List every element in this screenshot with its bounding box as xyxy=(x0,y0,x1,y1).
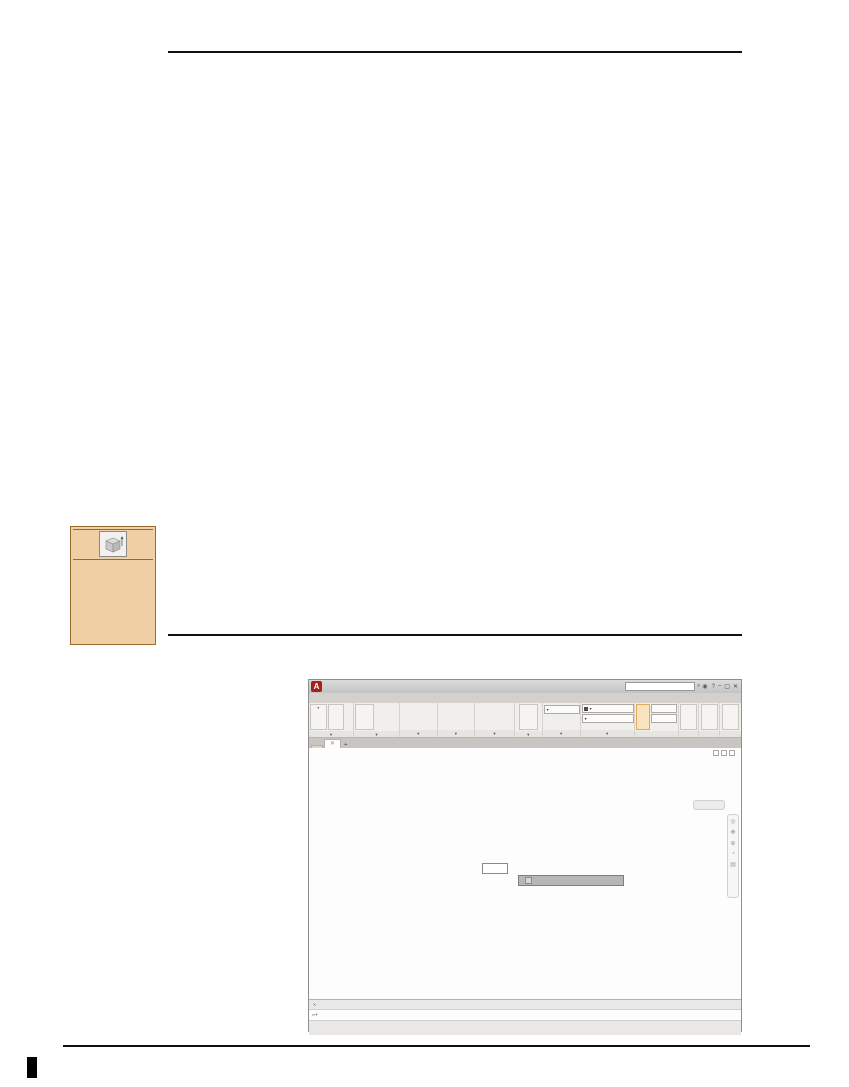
extrude-icon xyxy=(99,531,127,557)
help-icon[interactable]: ? xyxy=(711,683,715,690)
close-tab-icon[interactable]: ✕ xyxy=(330,741,335,747)
file-tab-bar xyxy=(309,738,741,748)
sidebar-vertical-label xyxy=(44,528,58,614)
new-tab-button[interactable]: + xyxy=(344,742,348,748)
navigation-bar[interactable] xyxy=(727,814,739,898)
box-button[interactable]: ▾ xyxy=(310,704,327,730)
tooltip-more-icon[interactable] xyxy=(525,877,532,884)
search-input[interactable] xyxy=(625,682,695,691)
panel-modeling xyxy=(309,703,354,737)
panel-label-solid-editing[interactable]: ▾ xyxy=(400,730,437,737)
panel-groups xyxy=(699,703,720,737)
autocad-window xyxy=(308,679,742,1032)
view-tools-button[interactable] xyxy=(722,704,739,730)
command-input-line[interactable] xyxy=(309,1010,741,1021)
orbit-icon[interactable]: ◔ xyxy=(731,851,735,857)
search-icon[interactable]: ⌕ xyxy=(696,683,701,689)
print-mark xyxy=(27,1057,37,1078)
restore-icon[interactable]: ▢ xyxy=(724,684,730,690)
ucs-dropdown[interactable]: ▾ xyxy=(544,705,580,714)
panel-modify xyxy=(475,703,515,737)
autocad-logo-icon[interactable]: A xyxy=(311,681,322,692)
close-icon[interactable]: ✕ xyxy=(732,684,738,690)
panel-label-view2[interactable] xyxy=(720,731,741,737)
panel-label-modify[interactable]: ▾ xyxy=(475,730,514,737)
viewport-window-buttons[interactable] xyxy=(713,750,735,756)
panel-label-modeling[interactable]: ▾ xyxy=(309,731,353,737)
close-commandline-icon[interactable]: ✕ xyxy=(313,1001,317,1008)
panel-draw xyxy=(438,703,476,737)
status-bar xyxy=(309,1021,741,1035)
dynamic-input-tooltip xyxy=(518,875,624,886)
divider xyxy=(73,559,153,560)
smooth-object-button[interactable] xyxy=(355,704,374,730)
panel-label-selection[interactable] xyxy=(635,731,678,737)
zoom-icon[interactable]: ⊕ xyxy=(730,841,736,847)
footer-rule xyxy=(63,1045,810,1047)
culling-button[interactable] xyxy=(636,704,650,730)
panel-solid-editing xyxy=(400,703,438,737)
command-reference-box xyxy=(70,526,156,645)
panel-label-section[interactable]: ▾ xyxy=(515,731,542,737)
panel-label-view[interactable]: ▾ xyxy=(581,730,634,737)
groups-button[interactable] xyxy=(701,704,718,730)
filter-dropdown[interactable] xyxy=(651,704,677,713)
panel-label-draw[interactable]: ▾ xyxy=(438,730,475,737)
panel-section xyxy=(515,703,543,737)
wcs-dropdown[interactable] xyxy=(693,800,725,810)
drawing-canvas[interactable] xyxy=(309,748,741,1000)
sidebar-type-heading xyxy=(71,557,155,558)
divider xyxy=(73,529,153,530)
user-icon[interactable]: ◉ xyxy=(702,684,708,690)
view-dropdown[interactable]: ▾ xyxy=(582,714,634,723)
title-bar xyxy=(309,680,741,693)
panel-coordinates xyxy=(543,703,581,737)
panel-view2 xyxy=(720,703,741,737)
panel-mesh xyxy=(354,703,400,737)
window-controls xyxy=(718,683,738,690)
panel-layers xyxy=(679,703,700,737)
minimize-icon[interactable]: – xyxy=(717,683,722,689)
gizmo-dropdown[interactable] xyxy=(651,714,677,723)
panel-label-coordinates[interactable]: ▾ xyxy=(543,730,580,737)
dynamic-input-field[interactable] xyxy=(482,863,508,874)
panel-label-groups[interactable] xyxy=(699,731,719,737)
ribbon xyxy=(309,703,741,738)
pan-icon[interactable]: ✥ xyxy=(730,830,736,836)
extrude-button[interactable] xyxy=(328,704,345,730)
command-history-line[interactable] xyxy=(309,1000,741,1010)
panel-label-mesh[interactable]: ▾ xyxy=(354,731,399,737)
visual-style-dropdown[interactable]: ▾ xyxy=(582,704,634,713)
figure20-rule xyxy=(168,51,742,53)
panel-label-layers[interactable] xyxy=(679,731,699,737)
customize-commandline-icon[interactable]: ▭▾ xyxy=(312,1012,319,1018)
file-tab-fig01-21[interactable] xyxy=(324,739,341,748)
sidebar-ribbon-heading xyxy=(71,527,155,528)
figure21-rule xyxy=(168,634,742,636)
layers-button[interactable] xyxy=(680,704,697,730)
panel-selection xyxy=(635,703,679,737)
fullnav-wheel-icon[interactable]: ◎ xyxy=(730,819,736,825)
showmotion-icon[interactable]: ▤ xyxy=(730,862,736,868)
search-area xyxy=(625,682,715,691)
section-plane-button[interactable] xyxy=(519,704,538,730)
panel-view xyxy=(581,703,635,737)
visual-style-thumb-icon xyxy=(584,707,588,711)
ribbon-tab-bar xyxy=(309,693,741,703)
